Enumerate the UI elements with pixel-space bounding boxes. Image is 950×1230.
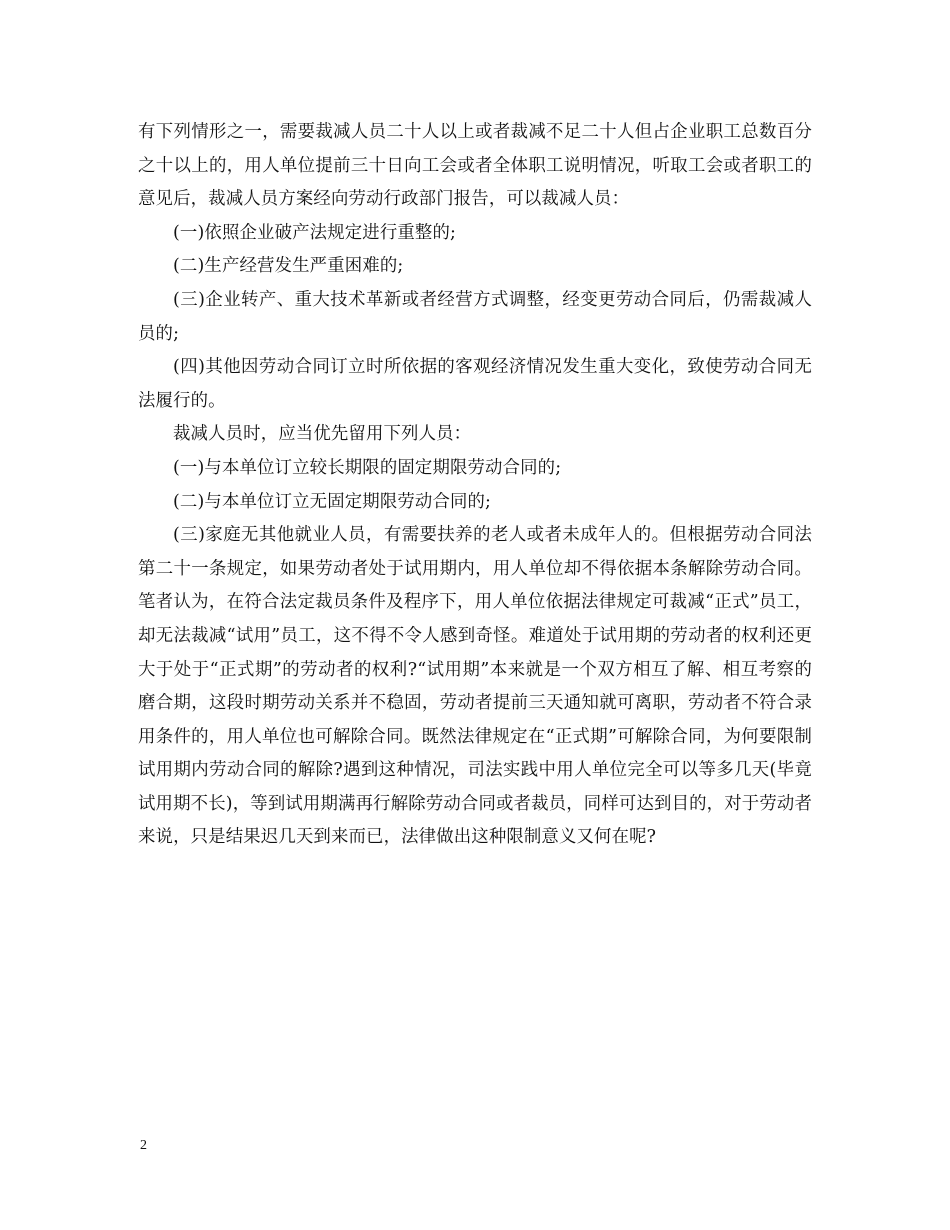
paragraph-retention-intro: 裁减人员时，应当优先留用下列人员： — [173, 424, 472, 445]
list-item-open-ended-contract: (二)与本单位订立无固定期限劳动合同的; — [173, 491, 492, 512]
list-item-difficulties: (二)生产经营发生严重困难的; — [173, 256, 404, 277]
list-item-economic-change: (四)其他因劳动合同订立时所依据的客观经济情况发生重大变化，致使劳动合同无法履行的。 — [138, 357, 812, 411]
list-item-reorganization: (一)依照企业破产法规定进行重整的; — [173, 222, 456, 243]
page-number: 2 — [140, 1138, 147, 1153]
paragraph-commentary: (三)家庭无其他就业人员，有需要扶养的老人或者未成年人的。但根据劳动合同法第二十一条规定，如果劳动者处于试用期内，用人单位却不得依据本条解除劳动合同。笔者认为，在符合法定裁员条件及程序下，用人单位依据法律规定可裁减“正式”员工，却无法裁减“试用”员工，这不得不令人感到奇怪。难道处于试用期的劳动者的权利还更大于处于“正式期”的劳动者的权利?“试用期”本来就是一个双方相互了解、相互考察的磨合期，这段时期劳动关系并不稳固，劳动者提前三天通知就可离职，劳动者不符合录用条件的，用人单位也可解除合同。既然法律规定在“正式期”可解除合同，为何要限制试用期内劳动合同的解除?遇到这种情况，司法实践中用人单位完全可以等多几天(毕竟试用期不长)，等到试用期满再行解除劳动合同或者裁员，同样可达到目的，对于劳动者来说，只是结果迟几天到来而已，法律做出这种限制意义又何在呢? — [138, 525, 812, 848]
list-item-restructuring: (三)企业转产、重大技术革新或者经营方式调整，经变更劳动合同后，仍需裁减人员的; — [138, 289, 812, 344]
document-body — [138, 116, 812, 855]
paragraph-continued: 有下列情形之一，需要裁减人员二十人以上或者裁减不足二十人但占企业职工总数百分之十以上的，用人单位提前三十日向工会或者全体职工说明情况，听取工会或者职工的意见后，裁减人员方案经向劳动行政部门报告，可以裁减人员： — [138, 122, 812, 210]
list-item-long-term-contract: (一)与本单位订立较长期限的固定期限劳动合同的; — [173, 457, 562, 478]
